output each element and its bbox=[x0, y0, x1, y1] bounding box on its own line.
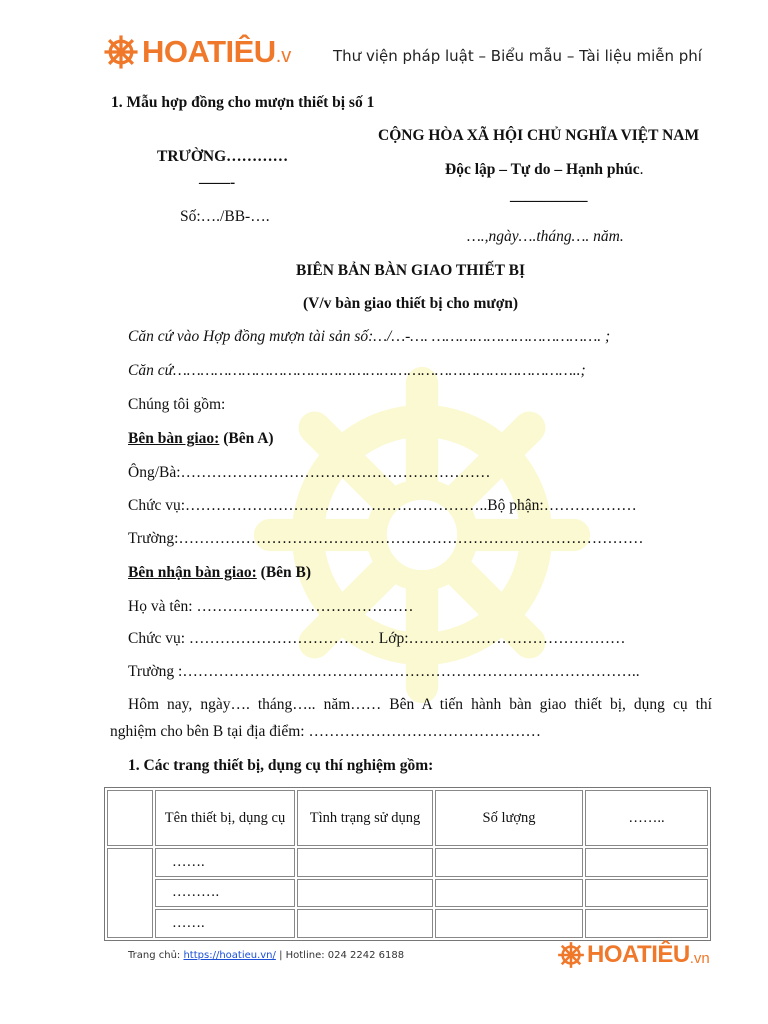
motto-rule: __________ bbox=[510, 187, 588, 204]
homepage-link[interactable]: https://hoatieu.vn/ bbox=[183, 950, 276, 961]
document-subtitle: (V/v bàn giao thiết bị cho mượn) bbox=[303, 295, 519, 312]
school-name: TRƯỜNG………… bbox=[157, 148, 289, 165]
party-b-position-field: Chức vụ: ……………………………… Lớp:…………………………………… bbox=[128, 630, 626, 647]
table-header-cell bbox=[107, 790, 153, 846]
party-a-name-field: Ông/Bà:…………………………………………………… bbox=[128, 464, 491, 481]
party-a-position-field: Chức vụ:…………………………………………………..Bộ phận:……………… bbox=[128, 497, 637, 514]
basis-line-1: Căn cứ vào Hợp đồng mượn tài sản số:…/…-…. ………………………………. ; bbox=[128, 328, 611, 345]
table-header-row bbox=[107, 790, 708, 846]
footer-info: Trang chủ: https://hoatieu.vn/ | Hotline: 024 2242 6188 bbox=[128, 950, 405, 961]
party-a-school-field: Trường:……………………………………………………………………………… bbox=[128, 530, 644, 547]
equipment-list-title: 1. Các trang thiết bị, dụng cụ thí nghiệm gồm: bbox=[128, 757, 434, 774]
footer-logo bbox=[557, 941, 710, 969]
basis-line-2: Căn cứ……………………………………………………………………………..; bbox=[128, 362, 586, 379]
ship-wheel-icon bbox=[103, 34, 139, 70]
table-cell bbox=[585, 879, 708, 908]
handover-line-1: Hôm nay, ngày…. tháng….. năm…… Bên A tiến hành bàn giao thiết bị, dụng cụ thí bbox=[128, 696, 712, 713]
hoatieu-logo bbox=[103, 34, 291, 70]
date-line: ….,ngày….tháng…. năm. bbox=[467, 228, 624, 245]
school-rule: ——- bbox=[199, 174, 236, 191]
table-header-cell: Tên thiết bị, dụng cụ bbox=[155, 790, 295, 846]
table-cell bbox=[107, 848, 153, 938]
table-header-cell: …….. bbox=[585, 790, 708, 846]
table-cell bbox=[297, 909, 433, 938]
table-row bbox=[107, 879, 708, 908]
handover-line-2: nghiệm cho bên B tại địa điểm: ……………………………………… bbox=[110, 723, 541, 740]
table-cell: ……. bbox=[155, 909, 295, 938]
table-cell bbox=[585, 909, 708, 938]
table-row bbox=[107, 909, 708, 938]
table-cell bbox=[585, 848, 708, 877]
table-cell: ………. bbox=[155, 879, 295, 908]
section-title: 1. Mẫu hợp đồng cho mượn thiết bị số 1 bbox=[111, 94, 375, 111]
table-header-cell: Số lượng bbox=[435, 790, 583, 846]
table-cell bbox=[435, 848, 583, 877]
table-row bbox=[107, 848, 708, 877]
document-number: Số:…./BB-…. bbox=[180, 208, 270, 225]
logo-wordmark: HOATIÊU bbox=[142, 34, 276, 69]
motto: Độc lập – Tự do – Hạnh phúc. bbox=[445, 161, 644, 178]
party-b-heading: Bên nhận bàn giao: (Bên B) bbox=[128, 564, 312, 581]
document-title: BIÊN BẢN BÀN GIAO THIẾT BỊ bbox=[296, 262, 525, 279]
party-b-name-field: Họ và tên: …………………………………… bbox=[128, 598, 414, 615]
site-tagline: Thư viện pháp luật – Biểu mẫu – Tài liệu miễn phí bbox=[333, 47, 702, 65]
logo-domain: .vn bbox=[689, 950, 710, 967]
party-b-school-field: Trường :…………………………………………………………………………….. bbox=[128, 663, 640, 680]
table-cell bbox=[435, 909, 583, 938]
equipment-table bbox=[104, 787, 711, 941]
ship-wheel-icon bbox=[557, 941, 585, 969]
logo-wordmark: HOATIÊU bbox=[587, 941, 690, 968]
nation-heading: CỘNG HÒA XÃ HỘI CHỦ NGHĨA VIỆT NAM bbox=[378, 127, 700, 144]
table-cell: ……. bbox=[155, 848, 295, 877]
intro-line: Chúng tôi gồm: bbox=[128, 396, 226, 413]
logo-domain: .v bbox=[275, 45, 292, 67]
party-a-heading: Bên bàn giao: (Bên A) bbox=[128, 430, 274, 447]
table-header-cell: Tình trạng sử dụng bbox=[297, 790, 433, 846]
table-cell bbox=[435, 879, 583, 908]
table-cell bbox=[297, 879, 433, 908]
table-cell bbox=[297, 848, 433, 877]
